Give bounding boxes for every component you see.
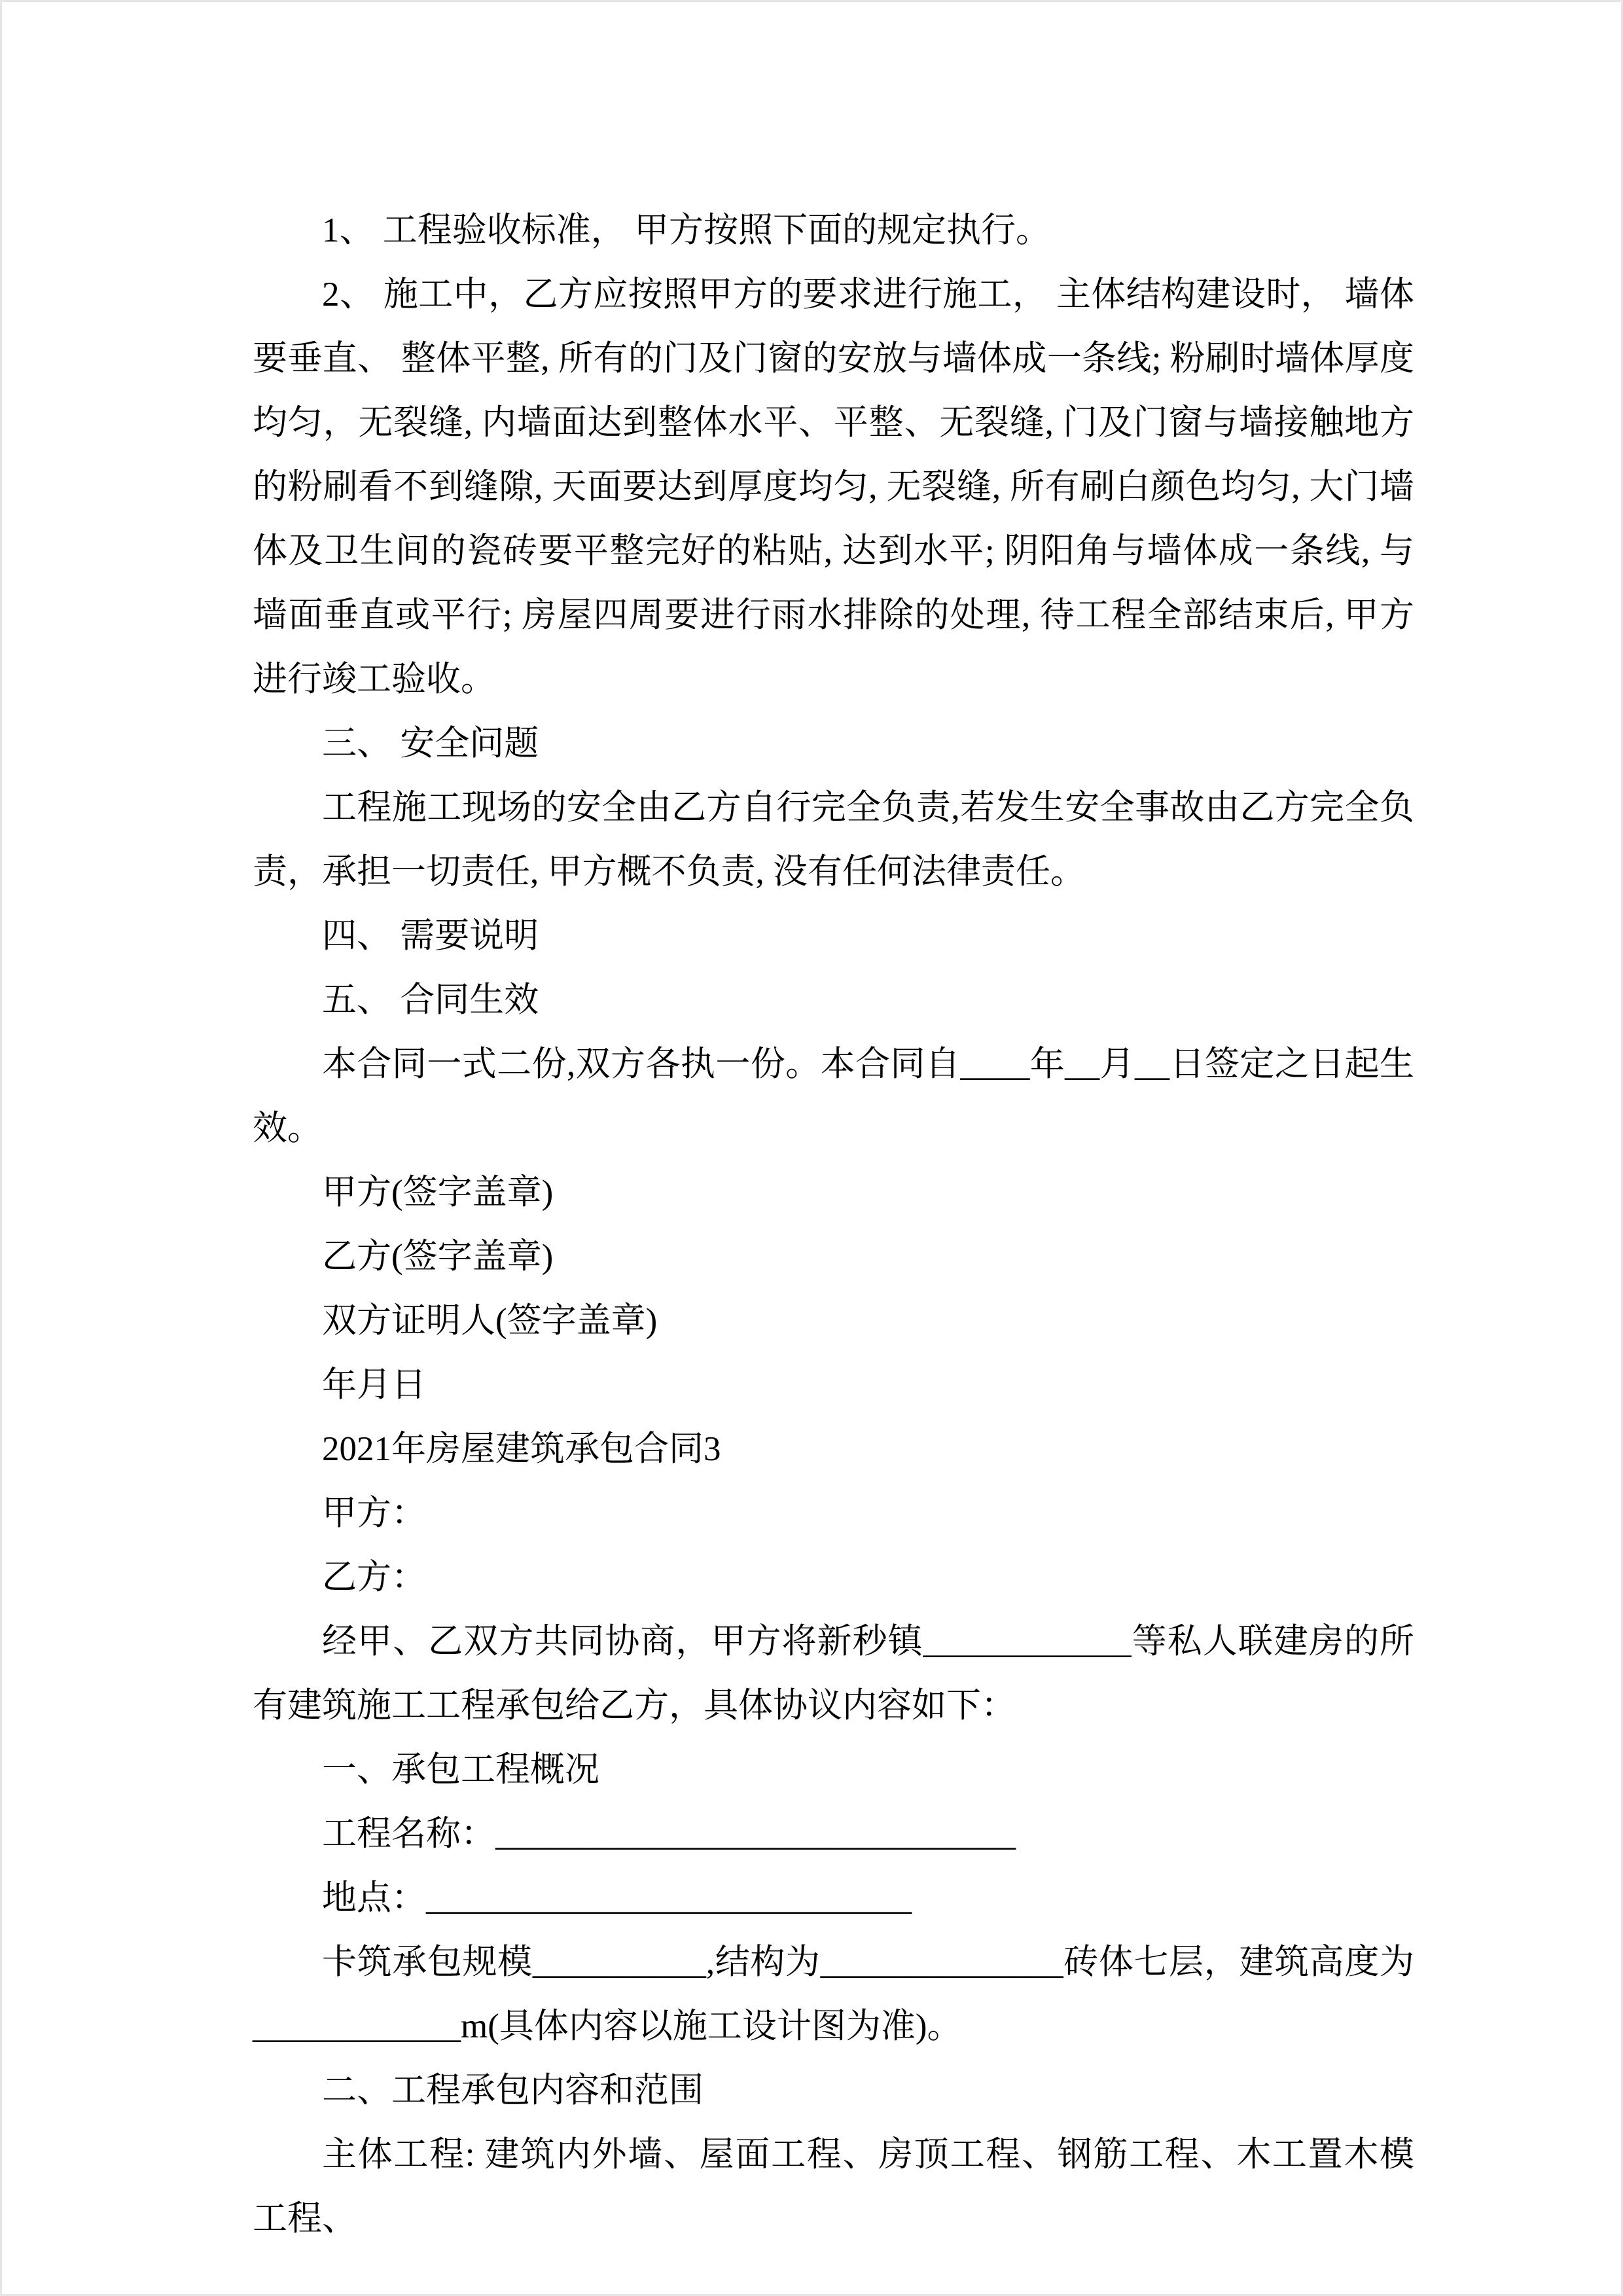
document-body <box>253 198 1414 2251</box>
paragraph: 2、 施工中，乙方应按照甲方的要求进行施工， 主体结构建设时， 墙体要垂直、 整体平整, 所有的门及门窗的安放与墙体成一条线; 粉刷时墙体厚度均匀，无裂缝, 内墙面达到整体水平、平整、无裂缝, 门及门窗与墙接触地方的粉刷看不到缝隙, 天面要达到厚度均匀, 无裂缝, 所有刷白颜色均匀, 大门墙体及卫生间的瓷砖要平整完好的粘贴, 达到水平; 阴阳角与墙体成一条线, 与墙面垂直或平行; 房屋四周要进行雨水排除的处理, 待工程全部结束后, 甲方进行竣工验收。 <box>253 276 1414 698</box>
paragraph: 主体工程: 建筑内外墙、屋面工程、房顶工程、钢筋工程、木工置木模工程、 <box>253 2136 1414 2238</box>
paragraph: 五、 合同生效 <box>322 981 539 1019</box>
paragraph: 2021年房屋建筑承包合同3 <box>322 1430 721 1468</box>
paragraph: 乙方： <box>322 1558 426 1596</box>
paragraph: 三、 安全问题 <box>322 725 539 762</box>
paragraph: 工程名称：______________________________ <box>322 1815 1016 1853</box>
paragraph: 本合同一式二份,双方各执一份。本合同自____年__月__日签定之日起生效。 <box>253 1045 1414 1147</box>
paragraph: 乙方(签字盖章) <box>322 1238 554 1276</box>
paragraph: 经甲、乙双方共同协商，甲方将新秒镇____________等私人联建房的所有建筑施工工程承包给乙方，具体协议内容如下： <box>253 1623 1414 1725</box>
paragraph: 一、承包工程概况 <box>322 1751 599 1789</box>
paragraph: 四、 需要说明 <box>322 917 539 955</box>
paragraph: 地点：____________________________ <box>322 1879 912 1917</box>
paragraph: 甲方(签字盖章) <box>322 1174 554 1211</box>
paragraph: 卡筑承包规模__________,结构为______________砖体七层，建筑高度为____________m(具体内容以施工设计图为准)。 <box>253 1943 1414 2045</box>
paragraph: 1、 工程验收标准， 甲方按照下面的规定执行。 <box>322 211 1050 249</box>
paragraph: 二、工程承包内容和范围 <box>322 2072 704 2109</box>
paragraph: 甲方： <box>322 1494 426 1532</box>
paragraph: 双方证明人(签字盖章) <box>322 1302 658 1340</box>
paragraph: 工程施工现场的安全由乙方自行完全负责,若发生安全事故由乙方完全负责，承担一切责任, 甲方概不负责, 没有任何法律责任。 <box>253 789 1414 891</box>
paragraph: 年月日 <box>322 1366 426 1404</box>
